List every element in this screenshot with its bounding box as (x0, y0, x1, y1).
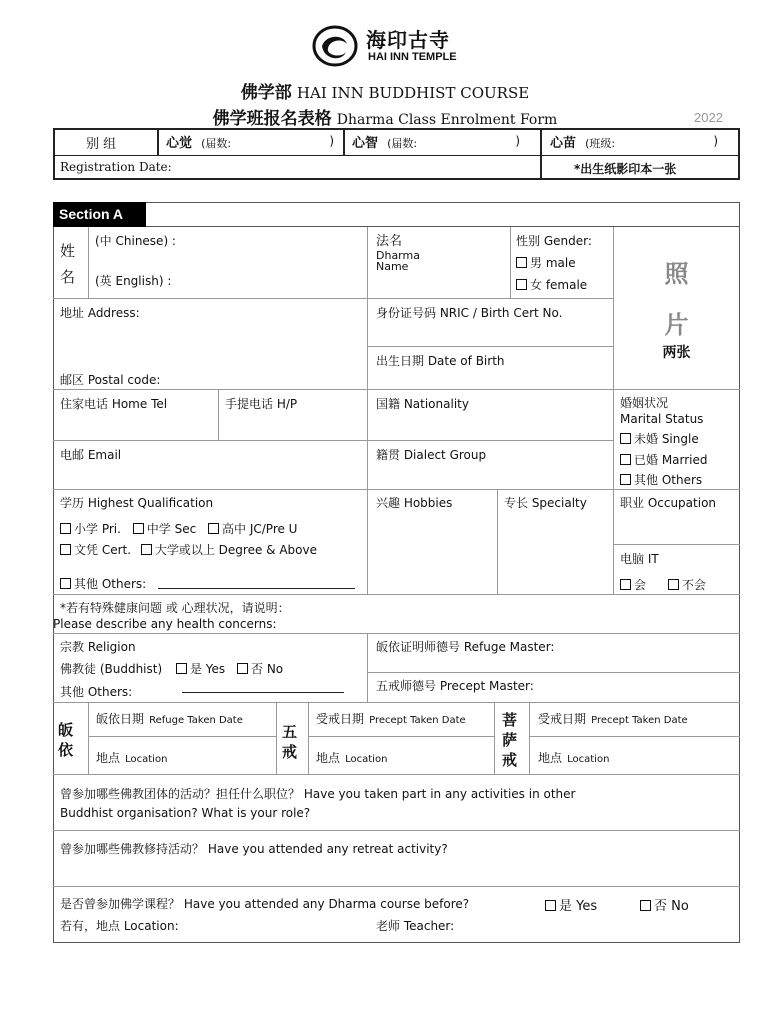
form-year: 2022 (694, 110, 723, 125)
qual-others-line[interactable] (158, 588, 355, 589)
qual-degree-option[interactable] (141, 543, 317, 557)
qual-jc-text: 高中 JC/Pre U (222, 522, 298, 536)
xinmiao-label: 心苗 (550, 136, 577, 151)
refuge-location-field[interactable] (96, 747, 167, 766)
registration-date-field[interactable]: Registration Date: (60, 160, 172, 174)
page-subtitle (0, 104, 770, 129)
qualification-row-1 (60, 520, 297, 537)
qual-degree-checkbox[interactable] (141, 544, 152, 555)
dialect-field[interactable]: 籍贯 Dialect Group (376, 448, 487, 462)
buddhist-no-checkbox[interactable] (237, 663, 248, 674)
specialty-field[interactable]: 专长 Specialty (504, 496, 587, 510)
logo-english: HAI INN TEMPLE (368, 51, 457, 63)
retreat-label-cn: 曾参加哪些佛教修持活动？ (60, 842, 205, 856)
nationality-field[interactable]: 国籍 Nationality (376, 397, 469, 411)
it-options (620, 576, 706, 593)
precept-date-field[interactable] (316, 708, 466, 727)
refuge-date-label-en: Refuge Taken Date (149, 715, 243, 726)
it-no-text: 不会 (681, 578, 706, 592)
bodhisattva-heading-3: 戒 (502, 751, 518, 769)
title-chinese: 佛学部 (240, 83, 292, 103)
precept-location-label-en: Location (345, 754, 388, 765)
health-field[interactable]: Please describe any health concerns: (53, 617, 277, 631)
nric-field[interactable]: 身份证号码 NRIC / Birth Cert No. (376, 306, 563, 320)
marital-others-option[interactable] (620, 471, 702, 488)
section-a-header-bar (53, 202, 740, 227)
dharma-name-en-1: Dharma (376, 249, 420, 262)
gender-label: 性别 Gender: (516, 234, 592, 248)
gender-male-text: 男 male (530, 256, 576, 270)
precept-master-field[interactable]: 五戒师德号 Precept Master: (376, 679, 534, 693)
xinjue-close: ) (329, 134, 334, 148)
qual-sec-option[interactable] (133, 522, 196, 536)
course-question (60, 895, 469, 912)
dharma-name-label: 法名 (376, 234, 403, 249)
qual-others-checkbox[interactable] (60, 578, 71, 589)
activities-field[interactable] (60, 785, 732, 823)
xinmiao-close: ) (713, 134, 718, 148)
photo-label-1: 照 (664, 260, 689, 288)
marital-single-text: 未婚 Single (634, 432, 699, 446)
bodhi-date-field[interactable] (538, 708, 688, 727)
refuge-heading-2: 依 (58, 741, 74, 759)
refuge-location-label: 地点 (96, 751, 121, 765)
course-label-en: Have you attended any Dharma course before? (183, 897, 470, 911)
refuge-heading (58, 720, 73, 760)
name-label-surname: 姓 (60, 242, 76, 260)
it-yes-text: 会 (634, 578, 647, 592)
buddhist-row (60, 660, 283, 677)
qual-others-text: 其他 Others: (74, 577, 147, 591)
course-no-option[interactable] (640, 895, 689, 914)
qual-pri-text: 小学 Pri. (74, 522, 121, 536)
bodhisattva-heading-1: 菩 (502, 711, 518, 729)
activities-label-cn: 曾参加哪些佛教团体的活动？担任什么职位？ (60, 787, 301, 801)
temple-logo-icon (312, 24, 358, 68)
it-yes-checkbox[interactable] (620, 579, 631, 590)
gender-female-option[interactable] (516, 276, 587, 293)
course-location-field[interactable]: 若有，地点 Location: (60, 919, 179, 933)
gender-female-text: 女 female (530, 278, 588, 292)
xinzhi-close: ) (515, 134, 520, 148)
course-yes-text: 是 Yes (559, 899, 598, 914)
address-field[interactable]: 地址 Address: (60, 306, 140, 320)
photo-box (614, 228, 739, 388)
refuge-location-label-en: Location (125, 754, 168, 765)
home-tel-field[interactable]: 住家电话 Home Tel (60, 397, 168, 411)
buddhist-yes-option[interactable] (176, 662, 225, 676)
religion-label: 宗教 Religion (60, 640, 136, 654)
religion-others-label: 其他 Others: (60, 685, 133, 699)
name-label-given: 名 (60, 268, 76, 286)
buddhist-no-option[interactable] (237, 662, 283, 676)
qual-others-option[interactable] (60, 575, 146, 592)
buddhist-no-text: 否 No (251, 662, 284, 676)
qual-pri-option[interactable] (60, 522, 121, 536)
course-yes-option[interactable] (545, 895, 597, 914)
it-no-checkbox[interactable] (668, 579, 679, 590)
photo-label-2: 片 (664, 311, 689, 339)
xinjue-hint: (届数: (201, 137, 232, 150)
precept-location-field[interactable] (316, 747, 387, 766)
qual-pri-checkbox[interactable] (60, 523, 71, 534)
marital-married-option[interactable] (620, 451, 708, 468)
qual-jc-option[interactable] (208, 522, 297, 536)
five-precepts-heading (282, 722, 297, 762)
buddhist-label: 佛教徒 (Buddhist) (60, 662, 163, 676)
qual-cert-checkbox[interactable] (60, 544, 71, 555)
xinmiao-field[interactable] (550, 132, 732, 152)
xinjue-label: 心觉 (166, 136, 193, 151)
occupation-field[interactable]: 职业 Occupation (620, 496, 717, 510)
religion-others-line[interactable] (182, 692, 344, 693)
subtitle-english: Dharma Class Enrolment Form (336, 112, 558, 128)
course-label-cn: 是否曾参加佛学课程？ (60, 897, 181, 911)
section-a-title: Section A (53, 202, 146, 227)
gender-male-checkbox[interactable] (516, 257, 527, 268)
activities-label-en-1: Have you taken part in any activities in other (303, 787, 576, 801)
hobbies-field[interactable]: 兴趣 Hobbies (376, 496, 453, 510)
it-label: 电脑 IT (620, 552, 659, 566)
course-teacher-field[interactable]: 老师 Teacher: (376, 919, 455, 933)
title-english: HAI INN BUDDHIST COURSE (296, 84, 530, 102)
bodhisattva-heading (502, 710, 517, 770)
xinzhi-label: 心智 (352, 136, 379, 151)
bodhisattva-heading-2: 萨 (502, 731, 518, 749)
bodhi-location-label: 地点 (538, 751, 563, 765)
marital-married-checkbox[interactable] (620, 454, 631, 465)
bodhi-date-label-en: Precept Taken Date (591, 715, 688, 726)
marital-others-checkbox[interactable] (620, 474, 631, 485)
xinjue-field[interactable] (166, 132, 338, 152)
bodhi-location-label-en: Location (567, 754, 610, 765)
qual-degree-text: 大学或以上 Degree & Above (154, 543, 317, 557)
it-no-option[interactable] (668, 578, 706, 592)
marital-status-label-cn: 婚姻状况 (620, 396, 669, 410)
qual-sec-checkbox[interactable] (133, 523, 144, 534)
precept-date-label: 受戒日期 (316, 712, 365, 726)
email-field[interactable]: 电邮 Email (60, 448, 122, 462)
refuge-date-field[interactable] (96, 708, 243, 727)
five-precepts-heading-2: 戒 (282, 743, 298, 761)
course-no-text: 否 No (654, 899, 689, 914)
logo-chinese: 海印古寺 (366, 28, 450, 52)
birth-cert-note: *出生纸影印本一张 (574, 162, 677, 176)
dharma-name-en-2: Name (376, 260, 409, 273)
dob-field[interactable]: 出生日期 Date of Birth (376, 354, 505, 368)
page-title (0, 78, 770, 103)
refuge-heading-1: 皈 (58, 721, 74, 739)
activities-label-en-2: Buddhist organisation? What is your role? (60, 806, 311, 820)
qualification-row-2 (60, 541, 317, 558)
name-label (60, 238, 75, 290)
retreat-label-en: Have you attended any retreat activity? (207, 842, 448, 856)
marital-single-option[interactable] (620, 430, 699, 447)
buddhist-yes-checkbox[interactable] (176, 663, 187, 674)
marital-single-checkbox[interactable] (620, 433, 631, 444)
it-yes-option[interactable] (620, 578, 646, 592)
xinmiao-hint: (班级: (585, 137, 616, 150)
qualification-label: 学历 Highest Qualification (60, 496, 214, 510)
subtitle-chinese: 佛学班报名表格 (212, 109, 332, 129)
name-english-field[interactable]: (英 English) : (95, 274, 172, 288)
temple-logo (312, 24, 472, 68)
gender-male-option[interactable] (516, 254, 576, 271)
precept-location-label: 地点 (316, 751, 341, 765)
marital-status-label-en: Marital Status (620, 412, 704, 426)
buddhist-yes-text: 是 Yes (189, 662, 226, 676)
marital-others-text: 其他 Others (634, 473, 703, 487)
bodhi-date-label: 受戒日期 (538, 712, 587, 726)
hp-field[interactable]: 手提电话 H/P (225, 397, 298, 411)
xinzhi-hint: (届数: (387, 137, 418, 150)
group-label: 别 组 (86, 137, 117, 152)
precept-date-label-en: Precept Taken Date (369, 715, 466, 726)
xinzhi-field[interactable] (352, 132, 534, 152)
bodhi-location-field[interactable] (538, 747, 609, 766)
health-label-cn: *若有特殊健康问题 或 心理状况，请说明： (60, 601, 290, 615)
qual-sec-text: 中学 Sec (146, 522, 197, 536)
qual-jc-checkbox[interactable] (208, 523, 219, 534)
refuge-master-field[interactable]: 皈依证明师德号 Refuge Master: (376, 640, 555, 654)
refuge-date-label: 皈依日期 (96, 712, 145, 726)
photo-label-3: 两张 (662, 345, 691, 361)
postal-code-field[interactable]: 邮区 Postal code: (60, 373, 161, 387)
qual-cert-option[interactable] (60, 543, 131, 557)
gender-female-checkbox[interactable] (516, 279, 527, 290)
five-precepts-heading-1: 五 (282, 723, 298, 741)
qual-cert-text: 文凭 Cert. (74, 543, 132, 557)
retreat-field[interactable] (60, 840, 732, 857)
course-no-checkbox[interactable] (640, 900, 651, 911)
marital-married-text: 已婚 Married (634, 453, 708, 467)
name-chinese-field[interactable]: (中 Chinese) : (95, 234, 176, 248)
course-yes-checkbox[interactable] (545, 900, 556, 911)
